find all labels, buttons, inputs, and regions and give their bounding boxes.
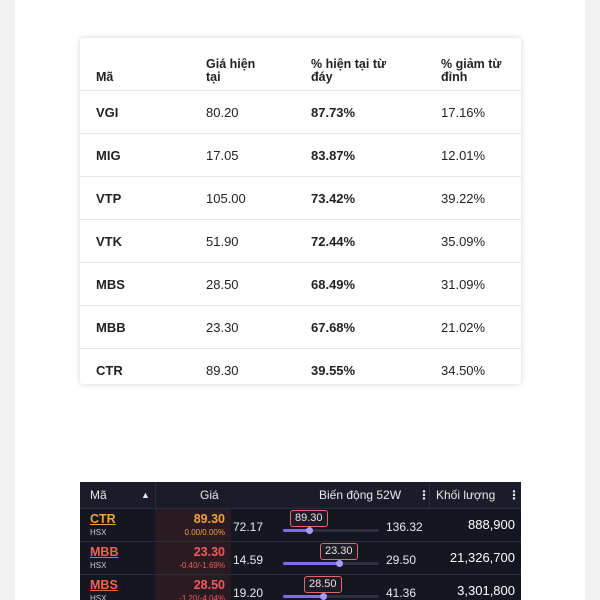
cell-from-top: 17.16% (441, 91, 521, 134)
col-header-code: Mã (96, 70, 114, 84)
header-range[interactable]: Biến động 52W (319, 488, 402, 502)
cell-price: 17.05 (206, 134, 311, 177)
col-header-from-bottom: % hiện tại từ đáy (311, 57, 387, 84)
table-row (80, 91, 521, 134)
range-bar (283, 595, 379, 598)
row-52w-high: 41.36 (386, 586, 417, 600)
row-change: -0.40/-1.69% (179, 561, 225, 570)
cell-from-bottom: 87.73% (311, 91, 441, 134)
table-row (80, 349, 521, 392)
stock-table (80, 38, 521, 391)
row-52w-high: 29.50 (386, 553, 417, 567)
row-price: 89.30 (193, 512, 225, 526)
cell-code: VGI (80, 91, 206, 134)
row-price: 28.50 (193, 578, 225, 592)
cell-code: MBB (80, 306, 206, 349)
row-exchange: HSX (90, 561, 107, 570)
cell-from-top: 39.22% (441, 177, 521, 220)
cell-code: VTK (80, 220, 206, 263)
price-col-divider (155, 482, 232, 508)
price-cell (155, 542, 231, 574)
more-options-icon[interactable]: ⋮ (508, 488, 520, 502)
table-row (80, 263, 521, 306)
board-row[interactable] (80, 542, 521, 575)
cell-price: 23.30 (206, 306, 311, 349)
stock-board-widget (80, 482, 521, 600)
price-cell (155, 575, 231, 600)
price-cell (155, 509, 231, 541)
range-bar (283, 529, 379, 532)
range-fill (283, 595, 323, 598)
range-marker (320, 593, 327, 600)
cell-price: 28.50 (206, 263, 311, 306)
row-symbol[interactable]: MBS (90, 578, 118, 592)
header-price[interactable]: Giá (200, 488, 219, 502)
col-header-from-top: % giảm từ đỉnh (441, 57, 502, 84)
cell-code: VTP (80, 177, 206, 220)
row-change: 0.00/0.00% (184, 528, 225, 537)
cell-from-bottom: 73.42% (311, 177, 441, 220)
table-row (80, 306, 521, 349)
row-52w-low: 19.20 (233, 586, 264, 600)
row-change: -1.20/-4.04% (179, 594, 225, 600)
cell-code: MBS (80, 263, 206, 306)
range-marker (306, 527, 313, 534)
row-volume: 888,900 (468, 517, 515, 532)
cell-price: 80.20 (206, 91, 311, 134)
cell-from-top: 34.50% (441, 349, 521, 392)
row-symbol[interactable]: MBB (90, 545, 119, 559)
cell-from-bottom: 83.87% (311, 134, 441, 177)
range-marker (336, 560, 343, 567)
cell-from-top: 31.09% (441, 263, 521, 306)
cell-from-top: 12.01% (441, 134, 521, 177)
header-symbol[interactable]: Mã (90, 488, 107, 502)
row-52w-low: 14.59 (233, 553, 264, 567)
row-52w-high: 136.32 (386, 520, 423, 534)
range-price-tag: 23.30 (320, 543, 358, 560)
table-header-row (80, 38, 521, 91)
cell-from-bottom: 39.55% (311, 349, 441, 392)
volume-col-divider (429, 482, 430, 508)
range-bar (283, 562, 379, 565)
cell-from-bottom: 72.44% (311, 220, 441, 263)
cell-price: 105.00 (206, 177, 311, 220)
board-row[interactable] (80, 509, 521, 542)
cell-price: 51.90 (206, 220, 311, 263)
cell-from-bottom: 68.49% (311, 263, 441, 306)
col-header-price: Giá hiện tại (206, 57, 256, 84)
sort-up-icon[interactable]: ▲ (141, 490, 150, 500)
cell-from-top: 21.02% (441, 306, 521, 349)
board-header (80, 482, 521, 509)
cell-from-top: 35.09% (441, 220, 521, 263)
table-row (80, 220, 521, 263)
cell-code: CTR (80, 349, 206, 392)
row-52w-low: 72.17 (233, 520, 264, 534)
row-exchange: HSX (90, 594, 107, 600)
cell-from-bottom: 67.68% (311, 306, 441, 349)
row-volume: 3,301,800 (457, 583, 515, 598)
more-options-icon[interactable]: ⋮ (418, 488, 430, 502)
row-price: 23.30 (193, 545, 225, 559)
board-row[interactable] (80, 575, 521, 600)
range-price-tag: 28.50 (304, 576, 342, 593)
cell-code: MIG (80, 134, 206, 177)
range-fill (283, 562, 339, 565)
header-volume[interactable]: Khối lượng (436, 488, 496, 502)
table-row (80, 134, 521, 177)
row-symbol[interactable]: CTR (90, 512, 116, 526)
range-price-tag: 89.30 (290, 510, 328, 527)
row-exchange: HSX (90, 528, 107, 537)
cell-price: 89.30 (206, 349, 311, 392)
stock-table-card (80, 38, 521, 384)
row-volume: 21,326,700 (449, 550, 515, 565)
table-row (80, 177, 521, 220)
